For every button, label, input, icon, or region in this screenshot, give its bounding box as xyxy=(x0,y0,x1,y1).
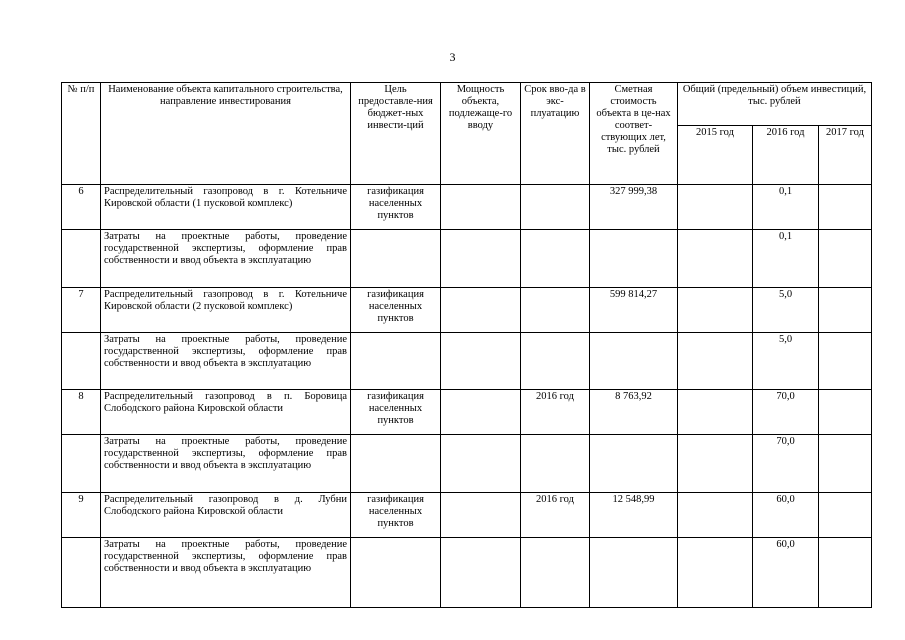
row-2016: 5,0 xyxy=(753,288,819,333)
row-cost: 599 814,27 xyxy=(590,288,678,333)
table-row xyxy=(62,230,872,288)
row-num xyxy=(62,435,101,493)
row-num: 6 xyxy=(62,185,101,230)
row-capacity xyxy=(441,288,521,333)
row-name: Затраты на проектные работы, проведение государственной экспертизы, оформление прав собственности и ввод объекта в эксплуатацию xyxy=(101,333,351,390)
row-num xyxy=(62,230,101,288)
row-purpose: газификация населенных пунктов xyxy=(351,288,441,333)
row-purpose xyxy=(351,230,441,288)
table-row xyxy=(62,435,872,493)
investment-table xyxy=(61,82,872,608)
table-row xyxy=(62,333,872,390)
row-purpose: газификация населенных пунктов xyxy=(351,185,441,230)
row-2017 xyxy=(819,288,872,333)
row-capacity xyxy=(441,435,521,493)
header-2017: 2017 год xyxy=(819,126,872,185)
row-purpose xyxy=(351,435,441,493)
row-2017 xyxy=(819,538,872,608)
row-name: Затраты на проектные работы, проведение государственной экспертизы, оформление прав собственности и ввод объекта в эксплуатацию xyxy=(101,538,351,608)
header-2015: 2015 год xyxy=(678,126,753,185)
row-capacity xyxy=(441,185,521,230)
row-2015 xyxy=(678,538,753,608)
header-name: Наименование объекта капитального строительства, направление инвестирования xyxy=(101,83,351,185)
row-name: Затраты на проектные работы, проведение государственной экспертизы, оформление прав собственности и ввод объекта в эксплуатацию xyxy=(101,435,351,493)
row-2016: 60,0 xyxy=(753,493,819,538)
row-name: Распределительный газопровод в д. Лубни Слободского района Кировской области xyxy=(101,493,351,538)
header-capacity: Мощность объекта, подлежаще-го вводу xyxy=(441,83,521,185)
row-deadline xyxy=(521,538,590,608)
row-2015 xyxy=(678,333,753,390)
row-num xyxy=(62,333,101,390)
table-row xyxy=(62,185,872,230)
table-row xyxy=(62,288,872,333)
row-purpose xyxy=(351,333,441,390)
row-capacity xyxy=(441,538,521,608)
row-name: Распределительный газопровод в г. Котельниче Кировской области (2 пусковой комплекс) xyxy=(101,288,351,333)
row-2017 xyxy=(819,493,872,538)
row-num: 8 xyxy=(62,390,101,435)
header-investments: Общий (предельный) объем инвестиций, тыс. рублей xyxy=(678,83,872,126)
row-num xyxy=(62,538,101,608)
row-2015 xyxy=(678,390,753,435)
table-row xyxy=(62,390,872,435)
row-capacity xyxy=(441,493,521,538)
row-deadline xyxy=(521,435,590,493)
row-deadline xyxy=(521,185,590,230)
row-num: 9 xyxy=(62,493,101,538)
table-row xyxy=(62,538,872,608)
row-2016: 70,0 xyxy=(753,435,819,493)
row-deadline: 2016 год xyxy=(521,390,590,435)
table-row xyxy=(62,493,872,538)
header-2016: 2016 год xyxy=(753,126,819,185)
row-2017 xyxy=(819,333,872,390)
row-purpose: газификация населенных пунктов xyxy=(351,493,441,538)
row-purpose: газификация населенных пунктов xyxy=(351,390,441,435)
header-deadline: Срок вво-да в экс-плуатацию xyxy=(521,83,590,185)
row-2017 xyxy=(819,230,872,288)
row-cost xyxy=(590,435,678,493)
row-capacity xyxy=(441,333,521,390)
row-2016: 5,0 xyxy=(753,333,819,390)
header-cost: Сметная стоимость объекта в це-нах соответ-ствующих лет, тыс. рублей xyxy=(590,83,678,185)
row-cost xyxy=(590,538,678,608)
row-2015 xyxy=(678,288,753,333)
row-deadline: 2016 год xyxy=(521,493,590,538)
row-deadline xyxy=(521,288,590,333)
row-deadline xyxy=(521,333,590,390)
row-name: Распределительный газопровод в г. Котельниче Кировской области (1 пусковой комплекс) xyxy=(101,185,351,230)
row-2016: 0,1 xyxy=(753,230,819,288)
row-cost: 327 999,38 xyxy=(590,185,678,230)
row-cost: 8 763,92 xyxy=(590,390,678,435)
row-2016: 60,0 xyxy=(753,538,819,608)
row-2015 xyxy=(678,493,753,538)
row-2015 xyxy=(678,435,753,493)
row-cost: 12 548,99 xyxy=(590,493,678,538)
row-num: 7 xyxy=(62,288,101,333)
row-2017 xyxy=(819,185,872,230)
row-name: Распределительный газопровод в п. Боровица Слободского района Кировской области xyxy=(101,390,351,435)
row-2015 xyxy=(678,230,753,288)
row-deadline xyxy=(521,230,590,288)
row-cost xyxy=(590,333,678,390)
page-number: 3 xyxy=(449,50,456,64)
row-cost xyxy=(590,230,678,288)
row-purpose xyxy=(351,538,441,608)
row-capacity xyxy=(441,390,521,435)
header-purpose: Цель предоставле-ния бюджет-ных инвести-ций xyxy=(351,83,441,185)
row-2017 xyxy=(819,435,872,493)
row-2015 xyxy=(678,185,753,230)
row-name: Затраты на проектные работы, проведение государственной экспертизы, оформление прав собственности и ввод объекта в эксплуатацию xyxy=(101,230,351,288)
row-capacity xyxy=(441,230,521,288)
row-2016: 0,1 xyxy=(753,185,819,230)
row-2017 xyxy=(819,390,872,435)
row-2016: 70,0 xyxy=(753,390,819,435)
header-num: № п/п xyxy=(62,83,101,185)
